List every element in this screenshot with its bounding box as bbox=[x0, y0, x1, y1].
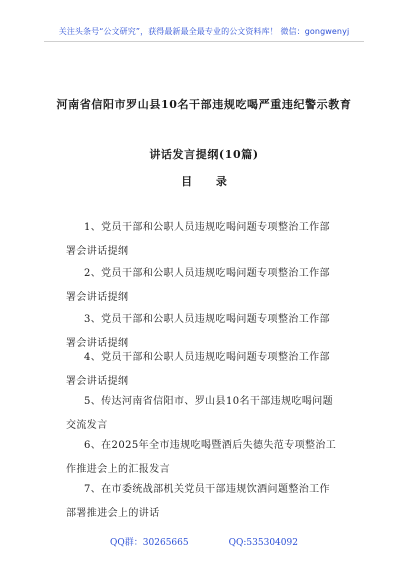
footer-qq-group: QQ群：30265665 bbox=[110, 538, 189, 548]
footer-contact bbox=[0, 535, 408, 548]
toc-item-3-line-2: 署会讲话提纲 bbox=[66, 338, 129, 349]
document-title-line-1: 河南省信阳市罗山县10名干部违规吃喝严重违纪警示教育 bbox=[56, 98, 352, 111]
toc-item-3-line-1: 3、党员干部和公职人员违规吃喝问题专项整治工作部 bbox=[84, 314, 330, 325]
toc-item-4-line-2: 署会讲话提纲 bbox=[66, 376, 129, 387]
toc-item-2-line-1: 2、党员干部和公职人员违规吃喝问题专项整治工作部 bbox=[84, 268, 330, 279]
toc-item-6-line-1: 6、在2025年全市违规吃喝暨酒后失德失范专项整治工 bbox=[84, 440, 337, 451]
toc-item-2-line-2: 署会讲话提纲 bbox=[66, 292, 129, 303]
toc-item-5-line-2: 交流发言 bbox=[66, 420, 108, 431]
toc-heading: 目 录 bbox=[181, 175, 237, 188]
toc-item-7-line-2: 部署推进会上的讲话 bbox=[66, 508, 160, 519]
toc-item-1-line-1: 1、党员干部和公职人员违规吃喝问题专项整治工作部 bbox=[84, 222, 330, 233]
document-title-line-2: 讲话发言提纲(10篇) bbox=[149, 148, 259, 161]
header-rule bbox=[44, 41, 364, 42]
footer-qq: QQ:535304092 bbox=[228, 538, 298, 548]
toc-item-5-line-1: 5、传达河南省信阳市、罗山县10名干部违规吃喝问题 bbox=[84, 396, 334, 407]
toc-item-1-line-2: 署会讲话提纲 bbox=[66, 246, 129, 257]
header-banner: 关注头条号“公文研究”，获得最新最全最专业的公文资料库！ 微信：gongwenyj bbox=[58, 27, 350, 36]
toc-item-7-line-1: 7、在市委统战部机关党员干部违规饮酒问题整治工作 bbox=[84, 484, 330, 495]
toc-item-6-line-2: 作推进会上的汇报发言 bbox=[66, 464, 170, 475]
toc-item-4-line-1: 4、党员干部和公职人员违规吃喝问题专项整治工作部 bbox=[84, 352, 330, 363]
